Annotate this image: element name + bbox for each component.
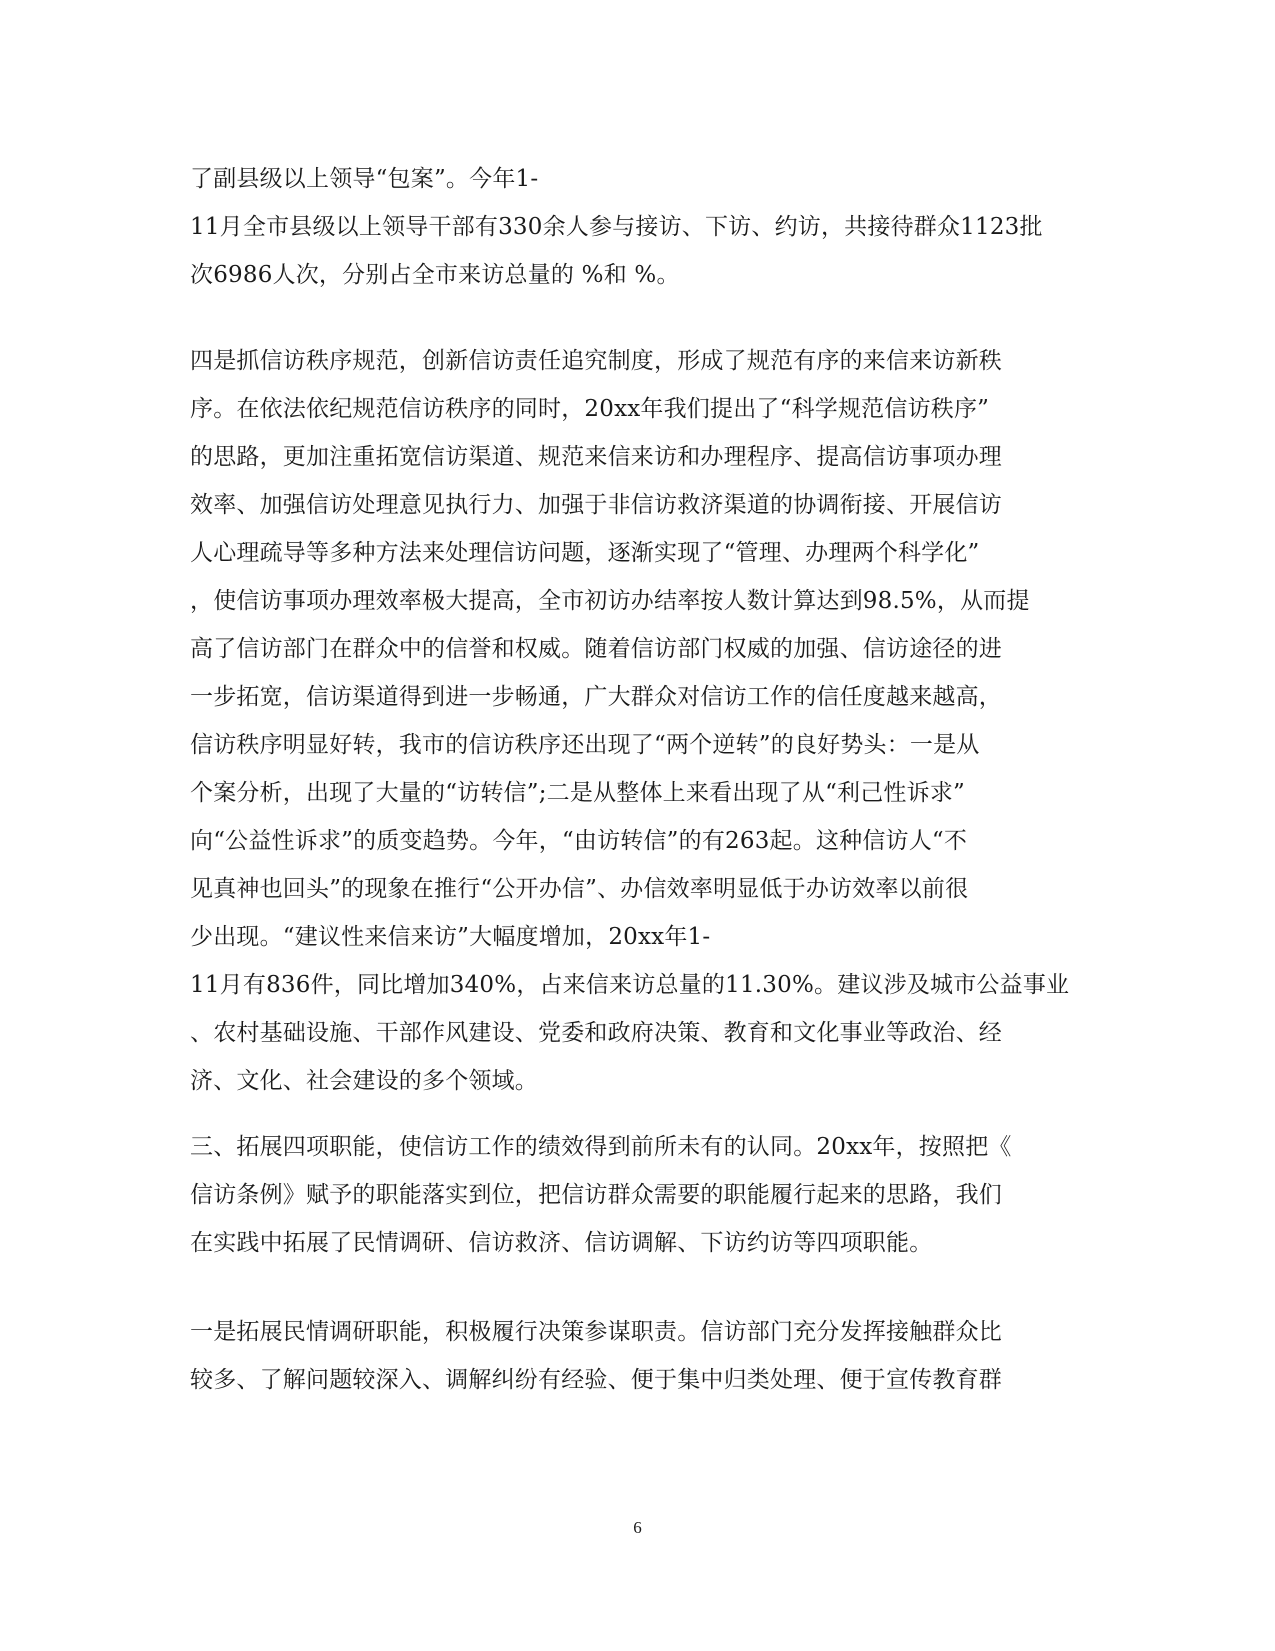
text-line: 、农村基础设施、干部作风建设、党委和政府决策、教育和文化事业等政治、经	[190, 1020, 1002, 1046]
text-line: 在实践中拓展了民情调研、信访救济、信访调解、下访约访等四项职能。	[190, 1230, 933, 1256]
text-line: 四是抓信访秩序规范，创新信访责任追究制度，形成了规范有序的来信来访新秩	[190, 348, 1002, 374]
text-line: 人心理疏导等多种方法来处理信访问题，逐渐实现了“管理、办理两个科学化”	[190, 540, 980, 566]
text-line: 较多、了解问题较深入、调解纠纷有经验、便于集中归类处理、便于宣传教育群	[190, 1367, 1002, 1393]
text-line: 的思路，更加注重拓宽信访渠道、规范来信来访和办理程序、提高信访事项办理	[190, 444, 1002, 470]
text-line: 11月有836件，同比增加340%，占来信来访总量的11.30%。建议涉及城市公益事业	[190, 972, 1070, 998]
text-line: 少出现。“建议性来信来访”大幅度增加，20xx年1-	[190, 924, 711, 950]
text-line: 个案分析，出现了大量的“访转信”;二是从整体上来看出现了从“利己性诉求”	[190, 780, 965, 806]
text-line: 向“公益性诉求”的质变趋势。今年，“由访转信”的有263起。这种信访人“不	[190, 828, 968, 854]
text-line: 序。在依法依纪规范信访秩序的同时，20xx年我们提出了“科学规范信访秩序”	[190, 396, 990, 422]
paragraph-research-function	[190, 1308, 1090, 1404]
page-number: 6	[633, 1518, 642, 1537]
text-line: 信访条例》赋予的职能落实到位，把信访群众需要的职能履行起来的思路，我们	[190, 1182, 1002, 1208]
text-line: 效率、加强信访处理意见执行力、加强于非信访救济渠道的协调衔接、开展信访	[190, 492, 1002, 518]
text-line: ，使信访事项办理效率极大提高，全市初访办结率按人数计算达到98.5%，从而提	[190, 588, 1030, 614]
text-line: 济、文化、社会建设的多个领域。	[190, 1068, 538, 1094]
text-line: 见真神也回头”的现象在推行“公开办信”、办信效率明显低于办访效率以前很	[190, 876, 969, 902]
text-line: 11月全市县级以上领导干部有330余人参与接访、下访、约访，共接待群众1123批	[190, 214, 1043, 240]
text-line: 信访秩序明显好转，我市的信访秩序还出现了“两个逆转”的良好势头：一是从	[190, 732, 980, 758]
text-line: 一步拓宽，信访渠道得到进一步畅通，广大群众对信访工作的信任度越来越高，	[190, 684, 1002, 710]
paragraph-order-regulation	[190, 337, 1090, 1105]
text-line: 了副县级以上领导“包案”。今年1-	[190, 166, 539, 192]
paragraph-leadership-visits	[190, 155, 1090, 299]
text-line: 高了信访部门在群众中的信誉和权威。随着信访部门权威的加强、信访途径的进	[190, 636, 1002, 662]
paragraph-four-functions	[190, 1123, 1090, 1267]
text-line: 三、拓展四项职能，使信访工作的绩效得到前所未有的认同。20xx年，按照把《	[190, 1134, 1012, 1160]
text-line: 一是拓展民情调研职能，积极履行决策参谋职责。信访部门充分发挥接触群众比	[190, 1319, 1002, 1345]
text-line: 次6986人次，分别占全市来访总量的 %和 %。	[190, 262, 680, 288]
